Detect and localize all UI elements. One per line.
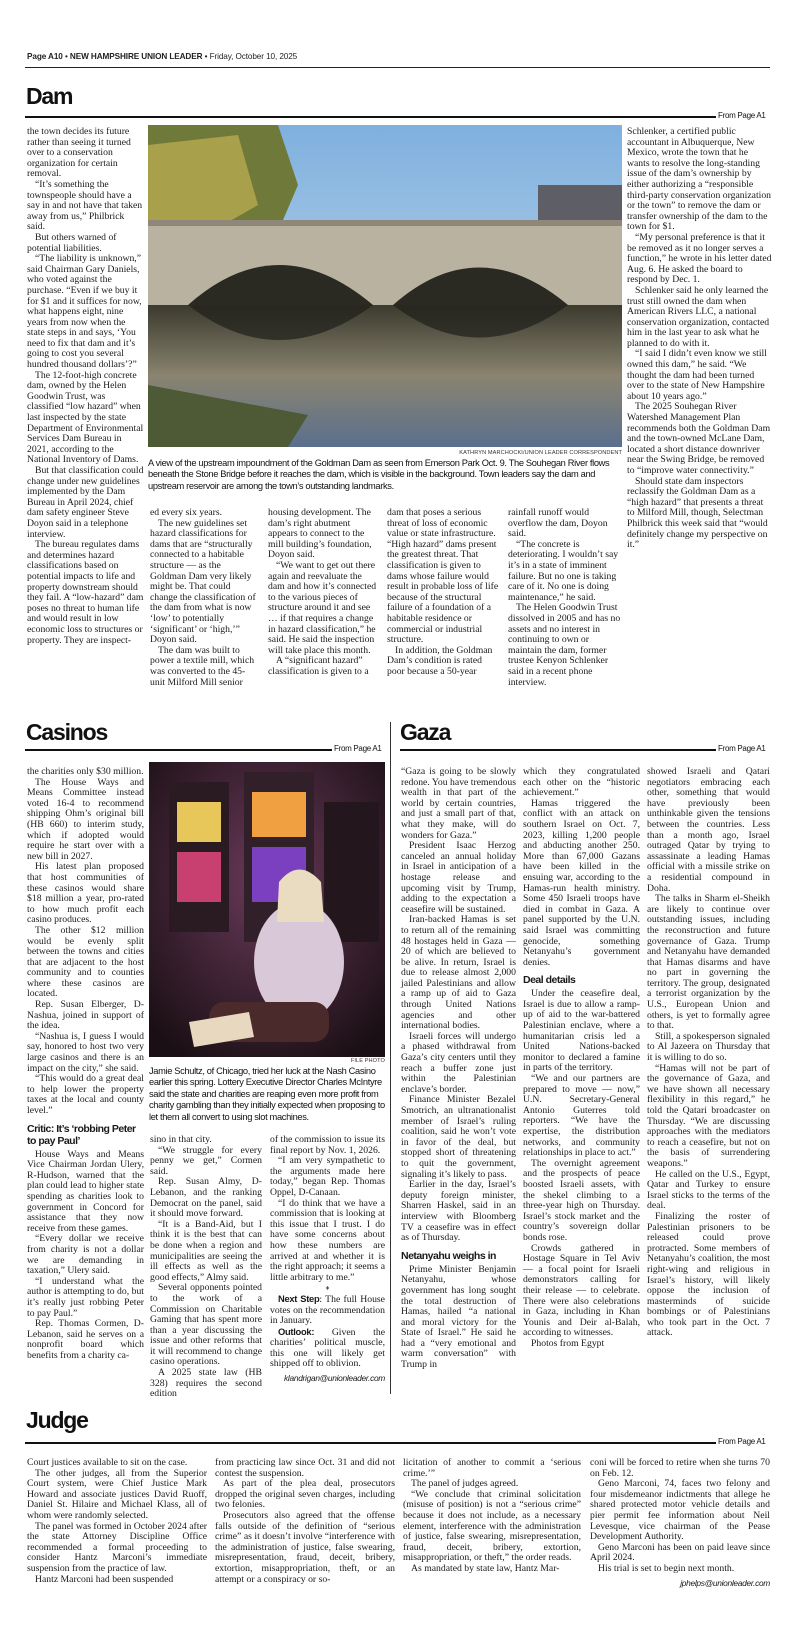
paragraph: Hamas triggered the conflict with an attack on southern Israel on Oct. 7, 2023, killing 1,200 people and abducting another 250. More than 67,000 Gazans have been killed in the ensuing war, according to the Hamas-run health ministry. Some 450 Israeli troops have died in combat in Gaza. A panel supported by the U.N. said Israel was committing genocide, something Netanyahu’s government denies. xyxy=(523,797,640,968)
author-email-link[interactable]: jphelps@unionleader.com xyxy=(680,1577,770,1588)
author-email-link[interactable]: klandrigan@unionleader.com xyxy=(284,1373,385,1384)
gaza-rule xyxy=(400,749,718,751)
paragraph: the charities only $30 million. xyxy=(27,766,144,777)
judge-headline: Judge xyxy=(26,1407,88,1433)
paragraph: “I said I didn’t even know we still owned this dam,” he said. “We thought the dam had been turned over to the state of New Hampshire about 10 years ago.” xyxy=(627,348,767,402)
casinos-column-2 xyxy=(150,1135,262,1400)
casino-photo-credit: FILE PHOTO xyxy=(350,1058,385,1064)
paragraph: The 2025 Souhegan River Watershed Management Plan recommends both the Goldman Dam and the town-owned McLane Dam, located a short distance downriver near the Swing Bridge, be removed to “improve water connectivity.” xyxy=(627,401,771,476)
diamond-separator-icon: ♦ xyxy=(325,1284,330,1293)
gaza-column-3 xyxy=(647,767,770,1339)
paragraph: “Nashua is, I guess I would say, honored to host two very large casinos and there is an impact on the city,” she said. xyxy=(27,1030,144,1074)
paragraph: “We want to get out there again and reevaluate the dam and how it’s connected to the various pieces of structure around it and see … if that requires a change in hazard classification,” he said. He said the inspection will take place this month. xyxy=(268,559,377,656)
judge-column-2 xyxy=(215,1458,395,1585)
paragraph: The panel of judges agreed. xyxy=(411,1478,519,1490)
dam-column-4 xyxy=(387,508,499,678)
subheading: Deal details xyxy=(523,974,576,987)
judge-jump-link[interactable]: From Page A1 xyxy=(718,1437,766,1446)
paragraph: Schlenker said he only learned the trust still owned the dam when American Rivers LLC, a national conservation organization, contacted him in the last year to ask what he planned to do with it. xyxy=(627,284,770,349)
paragraph: His latest plan proposed that host communities of these casinos would share $18 million a year, pro-rated to how much profit each casino produces. xyxy=(27,861,144,926)
paragraph: Prime Minister Benjamin Netanyahu, whose government has long sought the total destruction of Hamas, hailed “a national and moral victory for the State of Israel.” He said he had a “very emotional and warm conversation” with Trump in xyxy=(401,1263,516,1371)
gaza-jump-link[interactable]: From Page A1 xyxy=(718,744,766,753)
paragraph: Should state dam inspectors reclassify the Goldman Dam as a “high hazard” that presents a threat to Milford Mill, though, Selectman Philbrick this week said that “would definitely change my perspective on it.” xyxy=(627,475,768,551)
paragraph: But others warned of potential liabilities. xyxy=(27,231,117,254)
paragraph: Israeli forces will undergo a phased withdrawal from Gaza’s city centers until they reach a buffer zone just within the Palestinian enclave’s border. xyxy=(401,1030,516,1095)
issue-date: Friday, October 10, 2025 xyxy=(209,52,298,61)
paragraph: the town decides its future rather than seeing it turned over to a conservation organization for certain removal. xyxy=(27,126,131,180)
paragraph: “I am very sympathetic to the arguments made here today,” began Rep. Thomas Oppel, D-Canaan. xyxy=(270,1155,385,1198)
judge-column-1 xyxy=(27,1458,207,1585)
paragraph-label: Next Step xyxy=(278,1292,320,1304)
masthead-rule xyxy=(25,67,770,68)
paragraph: rainfall runoff would overflow the dam, Doyon said. xyxy=(508,507,608,540)
casinos-column-3 xyxy=(270,1135,385,1384)
paragraph: licitation of another to commit a ‘serious crime.’” xyxy=(403,1457,581,1479)
casino-photo xyxy=(149,762,385,1057)
paragraph: Rep. Thomas Cormen, D-Lebanon, said he serves on a nonprofit board which benefits from a charity ca- xyxy=(27,1318,144,1361)
paragraph: ed every six years. xyxy=(150,507,223,518)
paragraph: The panel was formed in October 2024 after the state Attorney Discipline Office recommended a formal proceeding to consider Hantz Marconi’s immediate suspension from the practice of law. xyxy=(27,1520,207,1574)
paragraph: Rep. Susan Elberger, D-Nashua, joined in support of the idea. xyxy=(27,999,144,1032)
paragraph: Under the ceasefire deal, Israel is due to allow a ramp-up of aid to the war-battered Palestinian enclave, where a humanitarian crisis led a United Nations-backed monitor to declared a famine in parts of the territory. xyxy=(523,988,640,1074)
judge-rule xyxy=(25,1442,718,1444)
labeled-paragraph xyxy=(270,1327,385,1370)
dam-headline: Dam xyxy=(26,83,73,109)
paragraph: showed Israeli and Qatari negotiators embracing each other, something that would have previously been unthinkable given the tensions between the countries. Less than a month ago, Israel outraged Qatar by trying to assassinate a leading Hamas official with a missile strike on a residential compound in Doha. xyxy=(647,766,770,894)
dam-column-2 xyxy=(150,508,259,688)
stone-bridge-photo xyxy=(148,125,622,447)
judge-column-4 xyxy=(590,1458,770,1588)
paragraph: “This would do a great deal to help lower the property taxes at the local and county level.” xyxy=(27,1073,144,1116)
separator: • xyxy=(64,52,68,61)
paragraph: Geno Marconi has been on paid leave since April 2024. xyxy=(590,1541,770,1564)
paragraph: “The liability is unknown,” said Chairman Gary Daniels, who voted against the purchase. “Even if we buy it for $1 and it suffices for now, what happens eight, nine years from now when the state steps in and says, ‘You need to fix that dam and it’s going to cost you several hundred thousand dollars’?” xyxy=(27,253,142,371)
paragraph: “Gaza is going to be slowly redone. You have tremendous wealth in that part of the world by certain countries, and just a small part of that, what they make, will do wonders for Gaza.” xyxy=(401,766,516,841)
paragraph: Photos from Egypt xyxy=(531,1337,605,1349)
paragraph: “I understand what the author is attempting to do, but it’s really just robbing Peter to pay Paul.” xyxy=(27,1275,144,1319)
paragraph: He called on the U.S., Egypt, Qatar and Turkey to ensure Israel sticks to the terms of the deal. xyxy=(647,1168,770,1212)
paragraph: The dam was built to power a textile mill, which was converted to the 45-unit Milford Mill senior xyxy=(150,644,255,688)
dam-column-6 xyxy=(627,127,772,551)
paragraph: “I do think that we have a commission that is looking at this issue that I trust. I do have some concerns about how these numbers are arrived at and whether it is the right approach; it seems a little arbitrary to me.” xyxy=(270,1197,385,1283)
paragraph: sino in that city. xyxy=(150,1134,212,1145)
casinos-headline: Casinos xyxy=(26,719,108,745)
paragraph: In addition, the Goldman Dam’s condition is rated poor because a 50-year xyxy=(387,644,493,677)
paragraph: Geno Marconi, 74, faces two felony and four misdemeanor indictments that allege he shared protected motor vehicle details and pier permit fee information about Neil Levesque, vice chairman of the Pease Development Authority. xyxy=(590,1478,770,1543)
paragraph: House Ways and Means Vice Chairman Jordan Ulery, R-Hudson, warned that the plan could lead to higher state spending as charities look to government in Concord for assistance that they now receive from these games. xyxy=(27,1148,144,1234)
paragraph: housing development. The dam’s right abutment appears to connect to the mill building’s foundation, Doyon said. xyxy=(268,507,372,561)
dam-photo xyxy=(148,125,622,447)
paragraph-text: Given the charities’ political muscle, this one will likely get shipped off to oblivion. xyxy=(270,1326,385,1370)
paragraph: “The concrete is deteriorating. I wouldn’t say it’s in a state of imminent failure. But no one is taking care of it. No one is doing maintenance,” he said. xyxy=(508,538,619,603)
paragraph: “It’s something the townspeople should have a say in and not have that taken away from us,” Philbrick said. xyxy=(27,178,143,233)
dam-column-3 xyxy=(268,508,378,678)
casinos-jump-link[interactable]: From Page A1 xyxy=(334,744,382,753)
paragraph: “My personal preference is that it be removed as it no longer serves a function,” he wrote in his letter dated Aug. 6. He asked the board to respond by Dec. 1. xyxy=(627,231,772,286)
paragraph: which they congratulated each other on the “historic achievement.” xyxy=(523,766,640,799)
paragraph: The new guidelines set hazard classifications for dams that are “structurally connected to a habitable structure — as the Goldman Dam very likely might be. That could change the classification of the dam from what is now ‘low’ to potentially ‘significant’ or ‘high,’” Doyon said. xyxy=(150,517,256,646)
paragraph: from practicing law since Oct. 31 and did not contest the suspension. xyxy=(215,1457,395,1479)
casinos-rule xyxy=(25,749,335,751)
paragraph: “Hamas will not be part of the governance of Gaza, and we have shown all necessary flexibility in this regard,” he told the Qatari broadcaster on Thursday. “We are discussing approaches with the mediators to reach a ceasefire, but not on the basis of surrendering weapons.” xyxy=(647,1062,770,1169)
paragraph: A “significant hazard” classification is given to a xyxy=(268,655,369,677)
casinos-column-1 xyxy=(27,767,144,1361)
paragraph: The 12-foot-high concrete dam, owned by the Helen Goodwin Trust, was classified “low hazard” when last inspected by the state Department of Environmental Services Dam Bureau in 2021, according to the National Inventory of Dams. xyxy=(27,369,144,466)
slot-machine-photo xyxy=(149,762,385,1057)
dam-column-1 xyxy=(27,127,144,646)
paragraph-label: Outlook: xyxy=(278,1325,315,1337)
paragraph: The House Ways and Means Committee instead voted 16-4 to recommend shipping Ohm’s original bill (HB 660) to interim study, which if adopted would require he start over with a new bill in 2027. xyxy=(27,776,144,862)
paragraph: The other $12 million would be evenly split between the towns and cities that are adjacent to the host community and to counties where these casinos are located. xyxy=(27,924,144,1000)
paragraph-text: : The full House votes on the recommendation in January. xyxy=(270,1293,385,1327)
paragraph: Court justices available to sit on the case. xyxy=(27,1457,188,1468)
paragraph: Still, a spokesperson signaled to Al Jazeera on Thursday that it is willing to do so. xyxy=(647,1030,770,1064)
paragraph: Several opponents pointed to the work of a Commission on Charitable Gaming that has spent more than a year discussing the issue and other reforms that it will recommend to change casino operations. xyxy=(150,1282,262,1368)
paragraph: The overnight agreement and the prospects of peace boosted Israeli assets, with the shekel climbing to a three-year high on Thursday. Israel’s stock market and the country’s sovereign dollar bonds rose. xyxy=(523,1157,640,1243)
newspaper-name: NEW HAMPSHIRE UNION LEADER xyxy=(69,52,203,61)
paragraph: The bureau regulates dams and determines hazard classifications based on potential impacts to life and property downstream should they fail. A “low-hazard” dam poses no threat to human life and would result in low economic loss to structures or property. They are inspect- xyxy=(27,539,144,646)
paragraph: coni will be forced to retire when she turns 70 on Feb. 12. xyxy=(590,1457,770,1479)
paragraph: Crowds gathered in Hostage Square in Tel Aviv — a focal point for Israeli demonstrators calling for their release — to celebrate. There were also celebrations in Gaza, including in Khan Younis and Deir al-Balah, according to witnesses. xyxy=(523,1242,640,1339)
subheading: Critic: It’s ‘robbing Peter to pay Paul’ xyxy=(27,1122,136,1147)
paragraph: As mandated by state law, Hantz Mar- xyxy=(411,1562,560,1574)
paragraph: Rep. Susan Almy, D-Lebanon, and the ranking Democrat on the panel, said it should move forward. xyxy=(150,1176,262,1220)
paragraph: President Isaac Herzog canceled an annual holiday in Israel in anticipation of a hostage release and upcoming visit by Trump, adding to the expectation a ceasefire will be sustained. xyxy=(401,840,516,915)
paragraph: The talks in Sharm el-Sheikh are likely to continue over outstanding issues, including the reconstruction and future governance of Gaza. Trump and Netanyahu have demanded that Hamas disarms and have no part in governing the territory. The group, designated a terrorist organization by the U.S., European Union and others, is yet to formally agree to that. xyxy=(647,893,770,1032)
paragraph: His trial is set to begin next month. xyxy=(598,1562,735,1574)
gaza-column-1 xyxy=(401,767,516,1371)
gaza-column-2 xyxy=(523,767,640,1349)
dam-jump-link[interactable]: From Page A1 xyxy=(718,111,766,120)
paragraph: dam that poses a serious threat of loss of economic value or state infrastructure. “High hazard” dams present the greatest threat. That classification is given to dams whose failure would result in probable loss of life because of the structural failure of a foundation of a habitable residence or commercial or industrial structure. xyxy=(387,507,499,646)
paragraph: “We conclude that criminal solicitation (misuse of position) is not a “serious crime” because it does not include, as a necessary element, interference with the administration of justice, false swearing, misrepresentation, fraud, deceit, bribery, extortion, misappropriation, or theft,” the order reads. xyxy=(403,1488,581,1564)
paragraph: Iran-backed Hamas is set to return all of the remaining 48 hostages held in Gaza — 20 of which are believed to be alive. In return, Israel is due to release almost 2,000 jailed Palestinians and allow a ramp up of aid to Gaza through United Nations agencies and other international bodies. xyxy=(401,914,516,1032)
paragraph: “We struggle for every penny we get,” Cormen said. xyxy=(150,1144,262,1177)
page-masthead xyxy=(27,52,297,61)
dam-rule xyxy=(25,116,720,118)
paragraph: Earlier in the day, Israel’s deputy foreign minister, Sharren Haskel, said in an interview with Bloomberg TV a ceasefire was in effect as of Thursday. xyxy=(401,1179,516,1244)
dam-photo-caption: A view of the upstream impoundment of the Goldman Dam as seen from Emerson Park Oct. 9. The Souhegan River flows beneath the Stone Bridge before it reaches the dam, which is visible in the background. Town leaders say the dam and upstream reservoir are among the town’s outstanding landmarks. xyxy=(148,458,610,491)
column-divider xyxy=(390,722,391,1394)
paragraph: “We and our partners are prepared to move — now,” U.N. Secretary-General Antonio Guterres told reporters. “We have the expertise, the distribution networks, and community relationships in place to act.” xyxy=(523,1073,640,1159)
dam-column-5 xyxy=(508,508,622,688)
separator: • xyxy=(204,52,208,61)
paragraph: A 2025 state law (HB 328) requires the second edition xyxy=(150,1367,262,1400)
judge-column-3 xyxy=(403,1458,581,1575)
page-number: Page A10 xyxy=(27,52,63,61)
gaza-headline: Gaza xyxy=(400,719,451,745)
casino-photo-caption: Jamie Schultz, of Chicago, tried her luck at the Nash Casino earlier this spring. Lottery Executive Director Charles McIntyre said the state and charities are reaping even more profit from charity gambling than they initially expected when proposing to let them all convert to using slot machines. xyxy=(149,1066,385,1122)
subheading: Netanyahu weighs in xyxy=(401,1249,496,1262)
paragraph: Hantz Marconi had been suspended xyxy=(35,1573,174,1585)
paragraph: Schlenker, a certified public accountant in Albuquerque, New Mexico, wrote the town that he wants to resolve the long-standing issue of the dam’s ownership by either authorizing a “responsible third-party conservation organization or the town” to remove the dam or transfer ownership of the dam to the town for $1. xyxy=(627,126,772,233)
paragraph: As part of the plea deal, prosecutors dropped the original seven charges, including two felonies. xyxy=(215,1478,395,1511)
paragraph: The other judges, all from the Superior Court system, were Chief Justice Mark Howard and associate justices David Ruoff, Daniel St. Hilaire and Michael Klass, all of whom were randomly selected. xyxy=(27,1467,207,1521)
paragraph: Prosecutors also agreed that the offense falls outside of the definition of “serious crime” as it doesn’t involve “interference with the administration of justice, false swearing, misrepresentation, fraud, deceit, bribery, extortion, misappropriation, theft, or an attempt or a conspiracy or so- xyxy=(215,1509,395,1585)
paragraph: Finance Minister Bezalel Smotrich, an ultranationalist member of Israel’s ruling coalition, said he won’t vote in favor of the deal, but stopped short of threatening to quit the government, signaling it’s likely to pass. xyxy=(401,1094,516,1180)
dam-photo-credit: KATHRYN MARCHOCKI/UNION LEADER CORRESPONDENT xyxy=(459,450,622,456)
paragraph: “It is a Band-Aid, but I think it is the best that can be done when a region and municipalities are seeing the ill effects as well as the good effects,” Almy said. xyxy=(150,1218,262,1283)
paragraph: Finalizing the roster of Palestinian prisoners to be released could prove protracted. Some members of Netanyahu’s coalition, the most right-wing and religious in Israel’s history, will likely oppose the inclusion of masterminds of suicide bombings or of Palestinians who took part in the Oct. 7 attack. xyxy=(647,1210,770,1339)
paragraph: The Helen Goodwin Trust dissolved in 2005 and has no assets and no interest in continuing to own or maintain the dam, former trustee Kenyon Schlenker said in a recent phone interview. xyxy=(508,602,621,688)
labeled-paragraph xyxy=(270,1294,385,1327)
paragraph: of the commission to issue its final report by Nov. 1, 2026. xyxy=(270,1134,385,1156)
paragraph: But that classification could change under new guidelines implemented by the Dam Bureau in April 2024, chief dam safety engineer Steve Doyon said in a telephone interview. xyxy=(27,465,144,540)
paragraph: “Every dollar we receive from charity is not a dollar we are demanding in taxation,” Ulery said. xyxy=(27,1233,144,1277)
